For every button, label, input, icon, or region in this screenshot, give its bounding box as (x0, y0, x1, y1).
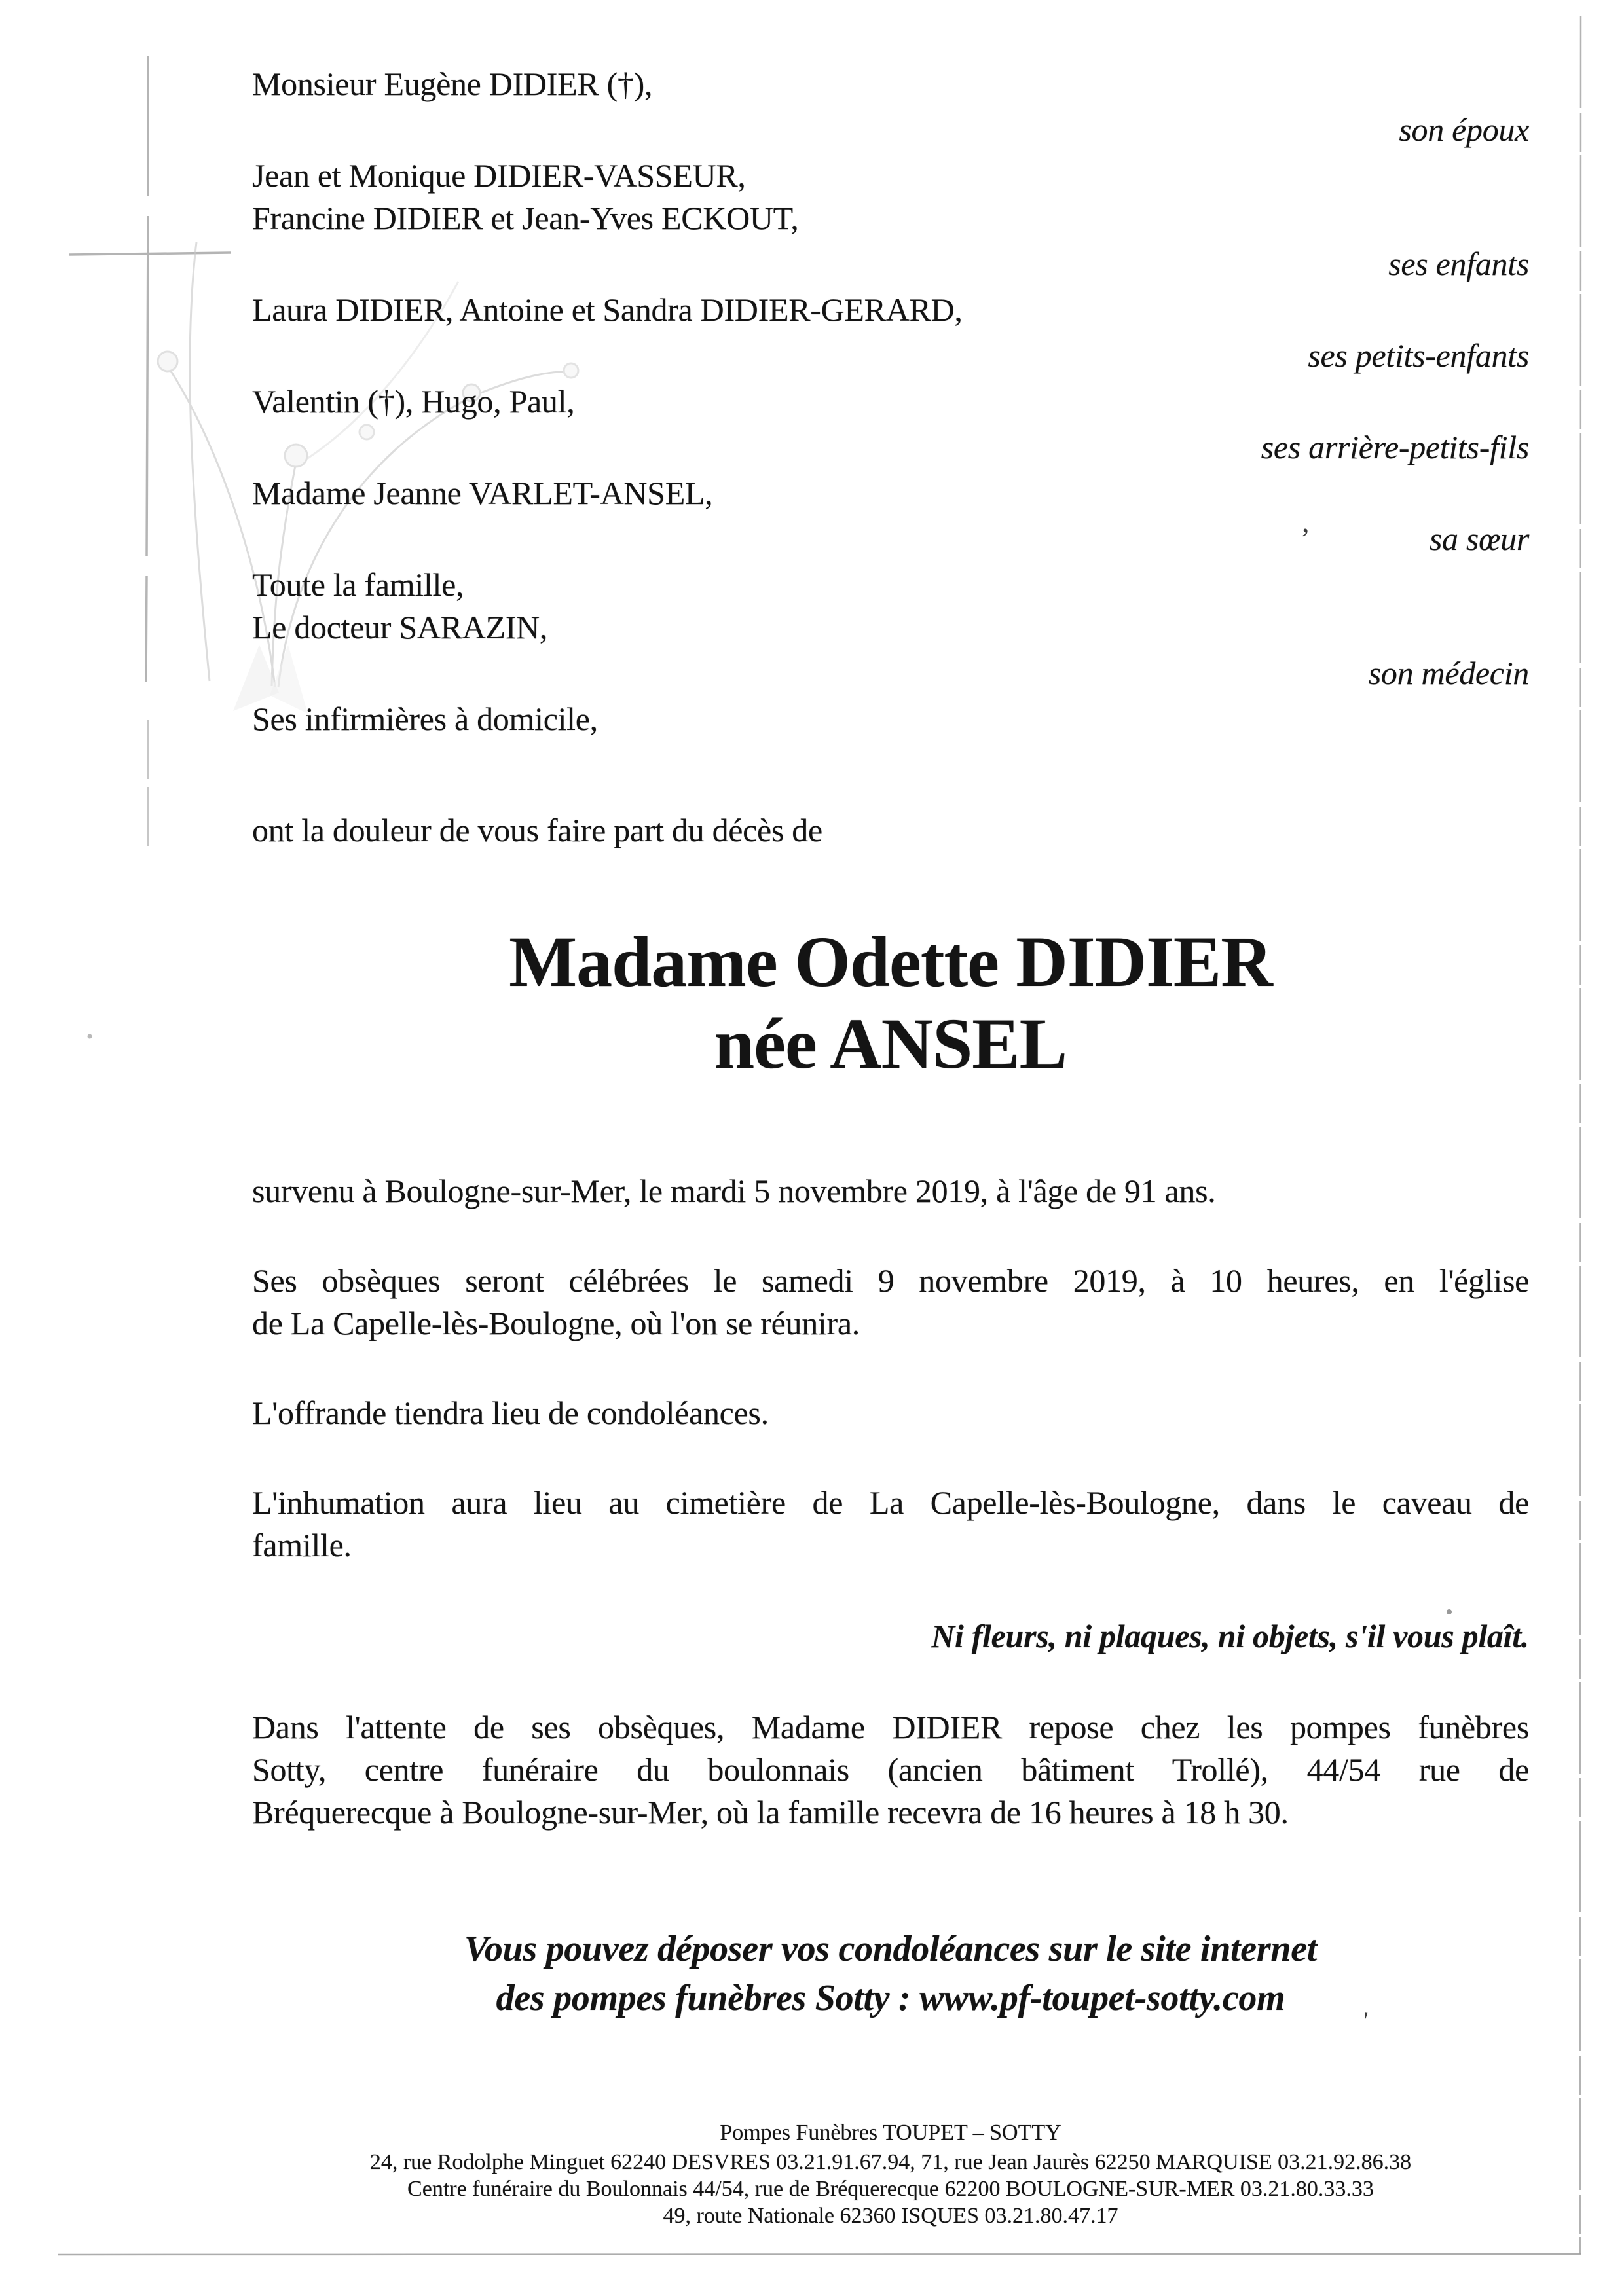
family-line-children-1: Jean et Monique DIDIER-VASSEUR, (252, 157, 746, 194)
scan-edge-bottom-line (58, 2254, 1581, 2255)
repose-line-3: Bréquerecque à Boulogne-sur-Mer, où la famille recevra de 16 heures à 18 h 30. (252, 1794, 1289, 1831)
family-line-doctor: Le docteur SARAZIN, (252, 609, 548, 646)
family-line-whole-family: Toute la famille, (252, 566, 464, 603)
funeral-line-1: Ses obsèques seront célébrées le samedi 9 novembre 2019, à 10 heures, en l'église (252, 1262, 1529, 1299)
family-line-children-2: Francine DIDIER et Jean-Yves ECKOUT, (252, 200, 799, 236)
death-details-line: survenu à Boulogne-sur-Mer, le mardi 5 novembre 2019, à l'âge de 91 ans. (252, 1173, 1216, 1209)
offering-line: L'offrande tiendra lieu de condoléances. (252, 1394, 769, 1431)
family-line-husband: Monsieur Eugène DIDIER (†), (252, 65, 653, 102)
condolences-line-2: des pompes funèbres Sotty : www.pf-toupet-sotty.com (496, 1978, 1285, 2018)
repose-line-1: Dans l'attente de ses obsèques, Madame DIDIER repose chez les pompes funèbres (252, 1709, 1529, 1745)
deceased-name-line2: née ANSEL (714, 1004, 1067, 1084)
footer-address-1: 24, rue Rodolphe Minguet 62240 DESVRES 03.21.91.67.94, 71, rue Jean Jaurès 62250 MARQUISE 03.21.92.86.38 (369, 2150, 1412, 2174)
watermark-cross (69, 56, 231, 851)
relation-doctor: son médecin (1368, 655, 1529, 691)
repose-line-2: Sotty, centre funéraire du boulonnais (ancien bâtiment Trollé), 44/54 rue de (252, 1751, 1529, 1788)
scan-edge-vertical-line (1580, 16, 1581, 2254)
burial-line-1: L'inhumation aura lieu au cimetière de La Capelle-lès-Boulogne, dans le caveau de (252, 1484, 1529, 1521)
family-line-nurses: Ses infirmières à domicile, (252, 701, 598, 737)
announcement-intro: ont la douleur de vous faire part du décès de (252, 812, 822, 848)
svg-text:': ' (1359, 2006, 1370, 2037)
relation-children: ses enfants (1388, 246, 1529, 282)
condolences-line-1: Vous pouvez déposer vos condoléances sur le site internet (464, 1929, 1318, 1969)
relation-grandchildren: ses petits-enfants (1308, 337, 1529, 374)
no-flowers-line: Ni fleurs, ni plaques, ni objets, s'il vous plaît. (931, 1618, 1529, 1654)
deceased-name-line1: Madame Odette DIDIER (509, 922, 1272, 1002)
footer-address-3: 49, route Nationale 62360 ISQUES 03.21.80.47.17 (663, 2204, 1118, 2228)
family-line-grandchildren: Laura DIDIER, Antoine et Sandra DIDIER-GERARD, (252, 291, 963, 328)
relation-greatgrandsons: ses arrière-petits-fils (1261, 429, 1529, 465)
svg-text:,: , (1302, 505, 1310, 538)
family-line-sister: Madame Jeanne VARLET-ANSEL, (252, 475, 713, 511)
funeral-line-2: de La Capelle-lès-Boulogne, où l'on se réunira. (252, 1305, 860, 1341)
footer-company-name: Pompes Funèbres TOUPET – SOTTY (720, 2121, 1061, 2145)
relation-spouse: son époux (1399, 111, 1529, 148)
relation-sister: sa sœur (1429, 520, 1529, 557)
family-line-greatgrandsons: Valentin (†), Hugo, Paul, (252, 383, 575, 420)
burial-line-2: famille. (252, 1527, 352, 1563)
footer-address-2: Centre funéraire du Boulonnais 44/54, rue de Bréquerecque 62200 BOULOGNE-SUR-MER 03.21.80.33.33 (407, 2177, 1374, 2201)
